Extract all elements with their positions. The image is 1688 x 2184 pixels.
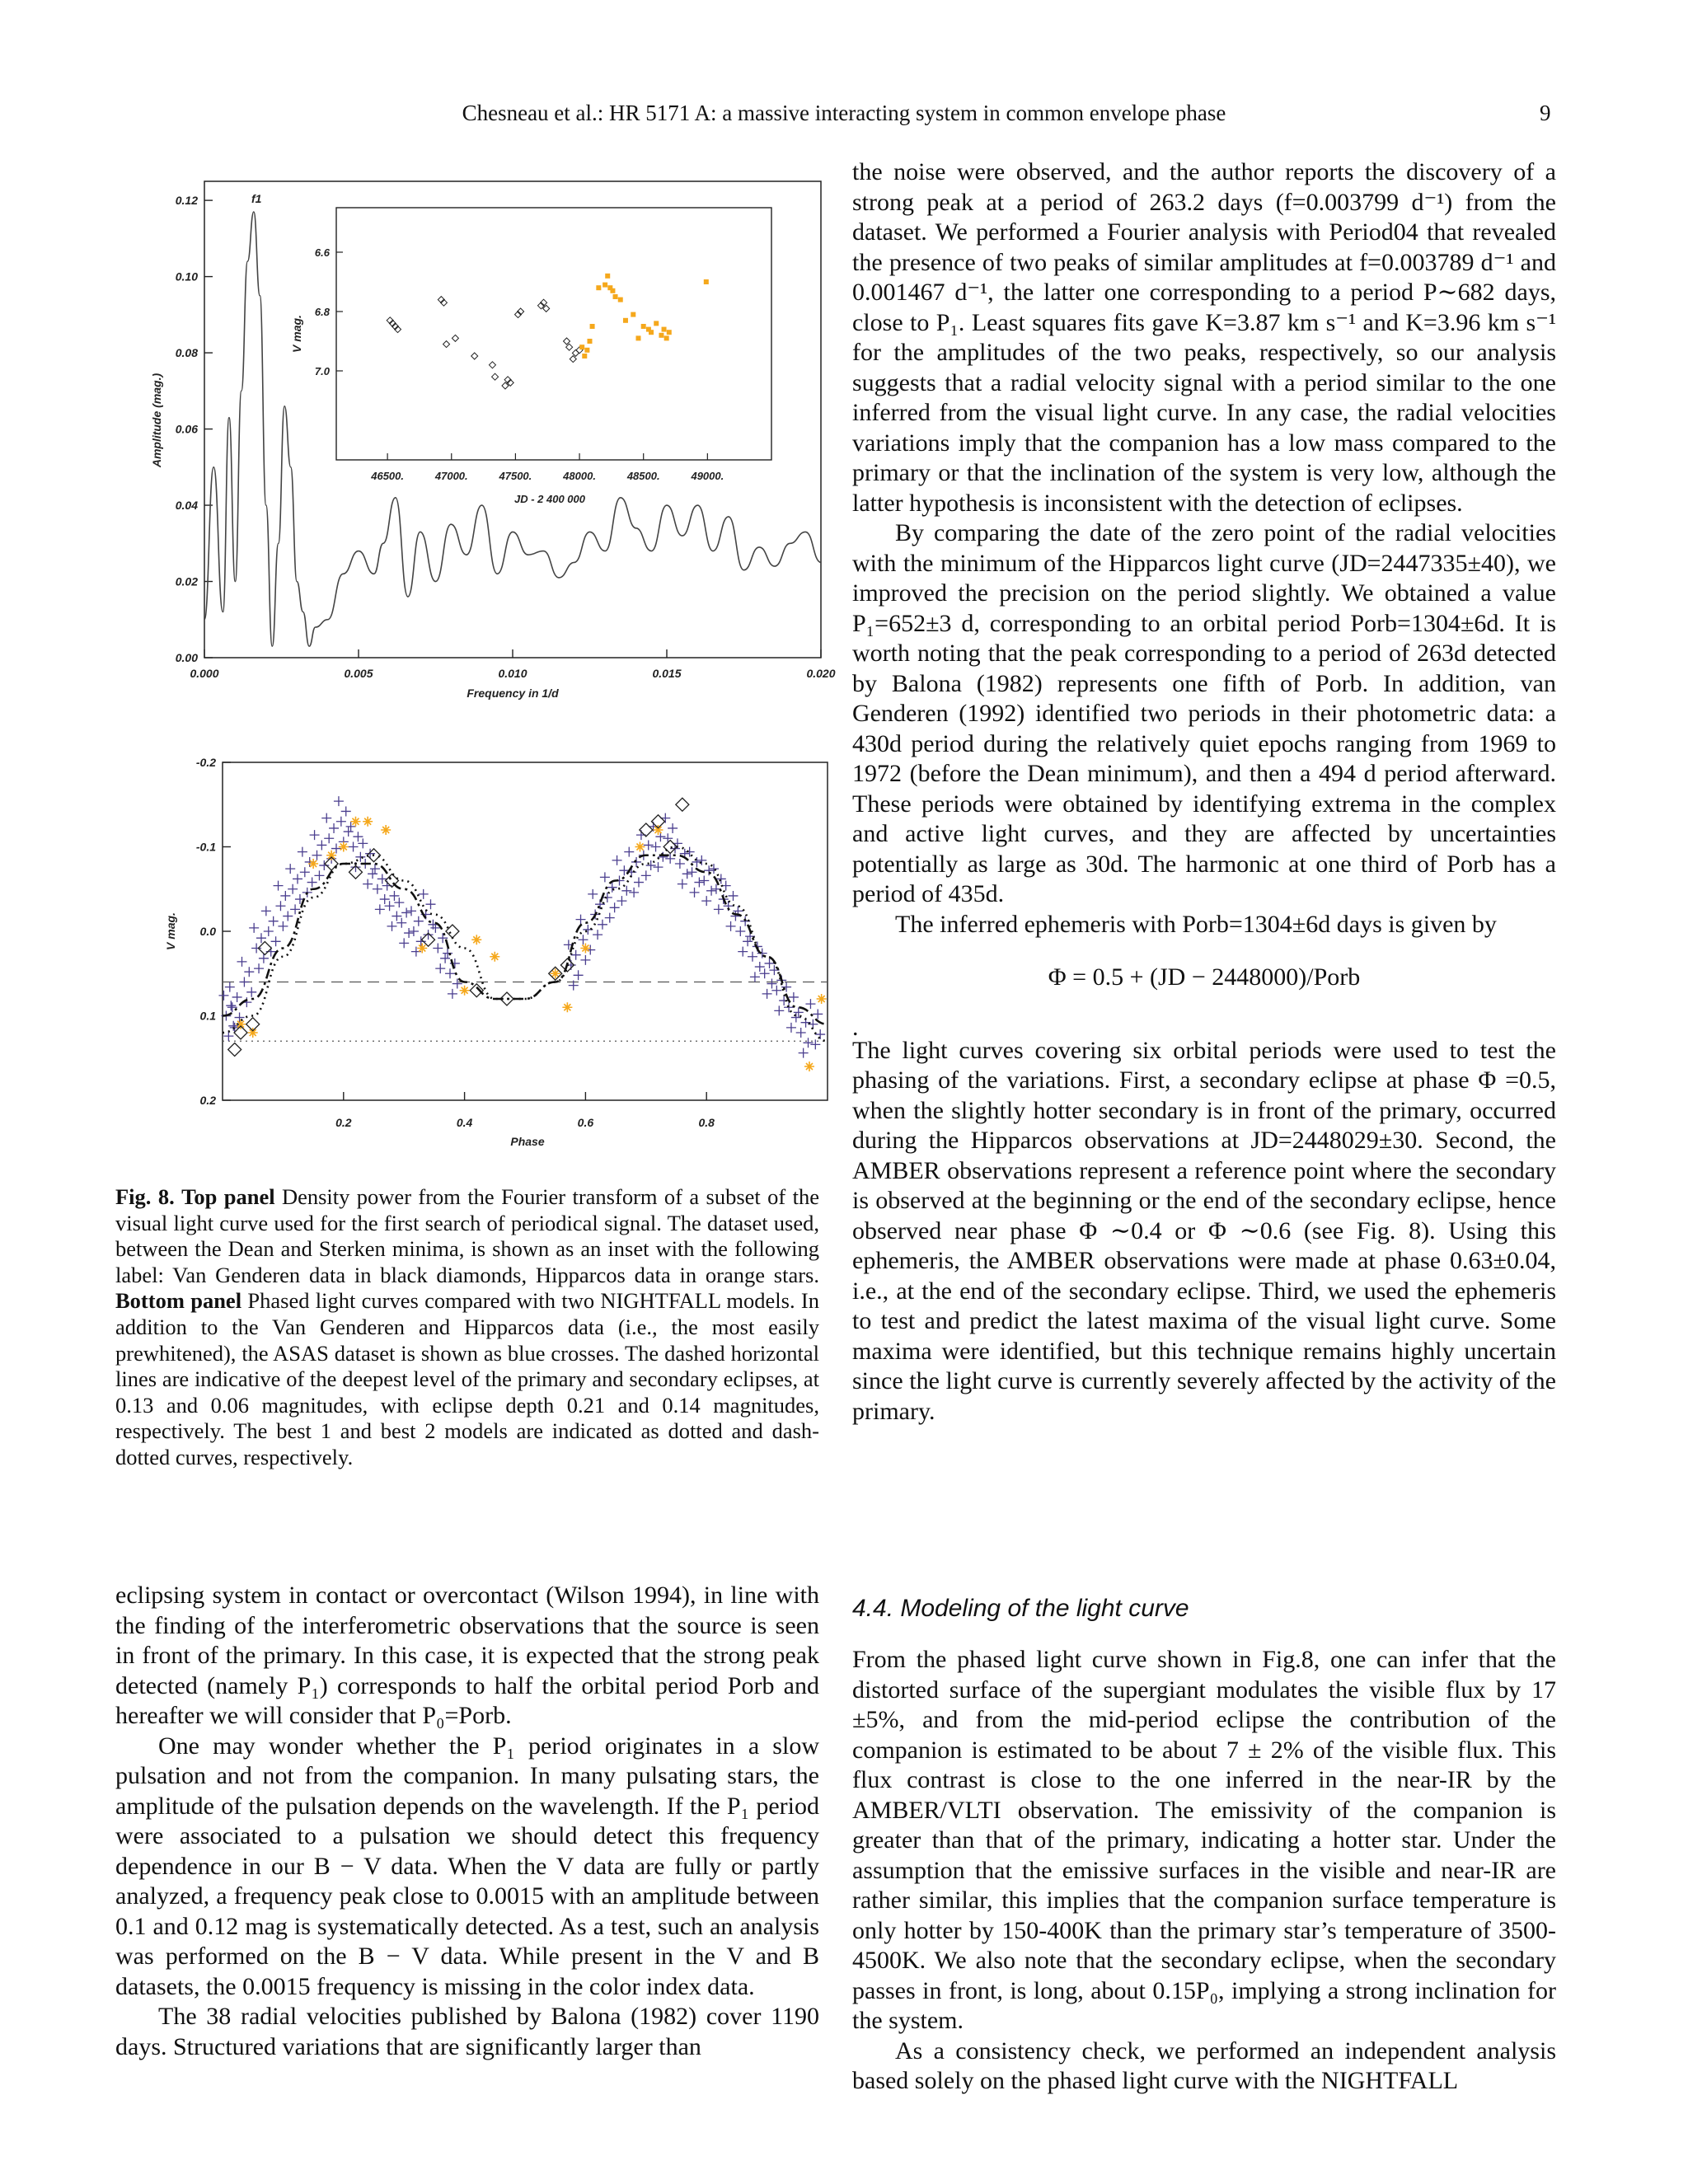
top-xtick-label: 0.020: [806, 667, 836, 680]
inset-star-point: [579, 344, 584, 349]
asas-cross-point: [805, 999, 815, 1009]
asas-cross-point: [576, 915, 586, 925]
section-heading: 4.4. Modeling of the light curve: [852, 1595, 1189, 1622]
bottom-xtick-label: 0.8: [698, 1116, 715, 1129]
asas-cross-point: [363, 879, 373, 889]
equation-dot: .: [852, 1013, 859, 1041]
asas-cross-point: [598, 920, 607, 930]
asas-cross-point: [789, 992, 799, 1002]
caption-top-label: Top panel: [181, 1184, 275, 1209]
asas-cross-point: [600, 872, 610, 882]
hipparcos-star-point: [471, 935, 481, 944]
top-xtick-label: 0.010: [498, 667, 528, 680]
inset-ytick-label: 6.8: [314, 306, 330, 318]
asas-cross-point: [730, 912, 740, 921]
asas-cross-point: [440, 954, 450, 963]
top-ytick-label: 0.10: [175, 269, 198, 284]
inset-star-point: [587, 339, 592, 344]
bottom-ylabel: V mag.: [164, 912, 177, 950]
asas-cross-point: [767, 979, 776, 989]
asas-cross-point: [699, 876, 709, 886]
asas-cross-point: [624, 847, 634, 857]
inset-star-point: [596, 285, 601, 290]
model-best1-dotted-curve: [223, 847, 828, 1042]
figure-caption: [115, 1184, 819, 1471]
asas-cross-point: [617, 896, 626, 906]
inset-star-point: [605, 274, 610, 279]
asas-cross-point: [414, 916, 424, 926]
inset-star-point: [584, 348, 589, 353]
hipparcos-star-point: [490, 952, 499, 962]
asas-cross-point: [334, 796, 344, 806]
asas-cross-point: [574, 970, 584, 980]
inset-xtick-label: 46500.: [371, 470, 405, 482]
inset-star-point: [659, 333, 663, 338]
top-ytick-label: 0.06: [175, 422, 198, 436]
asas-cross-point: [271, 936, 281, 946]
asas-cross-point: [249, 923, 259, 933]
top-xlabel: Frequency in 1/d: [467, 687, 559, 700]
inset-light-curve: [290, 208, 771, 505]
bottom-ytick-label: -0.2: [195, 756, 216, 769]
asas-cross-point: [443, 949, 452, 958]
asas-cross-point: [607, 883, 617, 893]
asas-cross-point: [300, 867, 310, 877]
asas-cross-point: [319, 860, 329, 870]
inset-star-point: [641, 324, 646, 329]
left-paragraph-1: eclipsing system in contact or overcontact (Wilson 1994), in line with the finding of the interferometric observations that the source is seen in front of the primary. In this case, it is expected that the strong peak detected (namely P₁) corresponds to half the orbital period Porb and hereafter we will consider that P₀=Porb.: [115, 1582, 819, 1729]
asas-cross-point: [377, 874, 387, 883]
asas-cross-point: [668, 823, 678, 833]
inset-star-point: [667, 330, 672, 335]
asas-cross-point: [280, 891, 290, 901]
asas-cross-point: [329, 823, 339, 833]
bottom-ytick-label: 0.0: [199, 925, 216, 938]
asas-cross-point: [298, 847, 307, 857]
caption-label: Fig. 8.: [115, 1184, 175, 1209]
asas-cross-point: [701, 896, 711, 906]
inset-star-point: [649, 330, 654, 335]
asas-cross-point: [786, 1023, 796, 1033]
asas-cross-point: [678, 879, 687, 889]
asas-cross-point: [760, 968, 770, 978]
hipparcos-star-point: [350, 817, 360, 827]
asas-cross-point: [804, 1038, 814, 1047]
asas-cross-point: [380, 894, 390, 904]
asas-cross-point: [237, 957, 246, 967]
top-ytick-label: 0.04: [175, 499, 198, 513]
asas-cross-point: [619, 865, 629, 875]
asas-cross-point: [389, 891, 399, 901]
inset-xtick-label: 49000.: [691, 470, 724, 482]
asas-cross-point: [235, 1013, 245, 1023]
model-best2-dashdot-curve: [223, 855, 828, 1024]
inset-star-point: [610, 288, 615, 293]
asas-cross-point: [419, 889, 429, 899]
asas-cross-point: [610, 902, 620, 912]
asas-cross-point: [750, 972, 760, 982]
asas-cross-point: [445, 968, 455, 978]
ephemeris-equation: Φ = 0.5 + (JD − 2448000)/Porb: [1048, 963, 1361, 991]
asas-cross-point: [331, 844, 341, 854]
bottom-ytick-label: -0.1: [195, 840, 216, 854]
inset-xtick-label: 47500.: [499, 470, 532, 482]
asas-cross-point: [634, 878, 644, 888]
asas-cross-point: [336, 817, 346, 827]
asas-cross-point: [368, 869, 377, 879]
asas-cross-point: [583, 925, 593, 935]
asas-cross-point: [278, 921, 288, 931]
asas-cross-point: [796, 1028, 806, 1038]
asas-cross-point: [571, 950, 581, 960]
hipparcos-star-point: [248, 1028, 258, 1038]
asas-cross-point: [385, 901, 395, 911]
asas-cross-point: [580, 955, 590, 965]
right-column: [852, 157, 1556, 1427]
asas-cross-point: [239, 977, 249, 987]
hipparcos-star-point: [339, 842, 349, 852]
asas-cross-point: [375, 904, 385, 914]
asas-cross-point: [353, 832, 363, 841]
hipparcos-star-point: [460, 986, 470, 996]
asas-cross-point: [743, 936, 753, 946]
hipparcos-star-point: [635, 842, 645, 852]
asas-cross-point: [762, 989, 772, 999]
inset-star-point: [664, 335, 669, 340]
left-paragraph-2: One may wonder whether the P₁ period originates in a slow pulsation and not from the companion. In many pulsating stars, the amplitude of the pulsation depends on the wavelength. If the P₁ period were associated to a pulsation we should detect this frequency dependence in our B − V data. When the V data are fully or partly analyzed, a frequency peak close to 0.0015 with an amplitude between 0.1 and 0.12 mag is systematically detected. As a test, such an analysis was performed on the B − V data. While present in the V and B datasets, the 0.0015 frequency is missing in the color index data.: [115, 1732, 819, 2000]
asas-cross-point: [307, 878, 317, 888]
left-column: [115, 1581, 819, 2062]
hipparcos-star-point: [817, 994, 827, 1004]
asas-cross-point: [813, 1009, 823, 1019]
asas-cross-point: [694, 878, 704, 888]
asas-cross-point: [404, 928, 414, 938]
hipparcos-star-point: [580, 944, 590, 954]
asas-cross-point: [578, 935, 588, 944]
inset-star-point: [590, 324, 595, 329]
bottom-xtick-label: 0.2: [335, 1116, 352, 1129]
asas-cross-point: [321, 813, 331, 823]
asas-cross-point: [641, 870, 651, 880]
inset-star-point: [603, 283, 607, 288]
caption-text-2: Phased light curves compared with two NIGHTFALL models. In addition to the Van Genderen and Hipparcos data (i.e., the most easily prewhitened), the ASAS dataset is shown as blue crosses. The dashed horizontal lines are indicative of the deepest level of the primary and secondary eclipses, at 0.13 and 0.06 magnitudes, with eclipse depth 0.21 and 0.14 magnitudes, respectively. The best 1 and best 2 models are indicated as dotted and dash-dotted curves, respectively.: [115, 1288, 819, 1469]
left-paragraph-3: The 38 radial velocities published by Balona (1982) cover 1190 days. Structured variations that are significantly larger than: [115, 2003, 819, 2060]
asas-cross-point: [344, 827, 354, 837]
asas-cross-point: [433, 944, 443, 954]
inset-star-point: [623, 318, 628, 323]
asas-cross-point: [424, 930, 434, 940]
asas-cross-point: [312, 851, 322, 860]
inset-star-point: [618, 298, 623, 302]
asas-cross-point: [726, 921, 736, 931]
inset-star-point: [654, 321, 659, 326]
asas-cross-point: [653, 862, 663, 872]
page-number: 9: [1540, 101, 1551, 125]
hipparcos-star-point: [804, 1062, 814, 1071]
peak-label-f1: f1: [251, 192, 262, 205]
inset-xtick-label: 48000.: [563, 470, 596, 482]
bottom-xtick-label: 0.4: [456, 1116, 473, 1129]
top-ytick-label: 0.08: [175, 346, 198, 360]
asas-cross-point: [251, 944, 261, 954]
asas-cross-point: [387, 921, 397, 931]
asas-cross-point: [358, 838, 368, 848]
asas-cross-point: [218, 991, 228, 1001]
asas-cross-point: [396, 918, 406, 928]
asas-cross-point: [690, 888, 700, 898]
asas-cross-point: [226, 1001, 236, 1010]
van-genderen-diamond-point: [228, 1043, 241, 1057]
asas-cross-point: [370, 864, 380, 874]
asas-cross-point: [401, 907, 411, 917]
top-xtick-label: 0.015: [652, 667, 682, 680]
inset-ytick-label: 7.0: [314, 365, 330, 377]
inset-star-point: [704, 279, 709, 284]
asas-cross-point: [274, 881, 284, 891]
asas-cross-point: [416, 936, 426, 946]
asas-cross-point: [605, 913, 615, 923]
top-ylabel: Amplitude (mag.): [150, 373, 163, 468]
inset-star-point: [635, 335, 640, 340]
asas-cross-point: [392, 912, 401, 921]
top-ytick-label: 0.00: [175, 651, 198, 664]
asas-cross-point: [244, 967, 254, 977]
top-xtick-label: 0.000: [190, 667, 219, 680]
asas-cross-point: [435, 963, 445, 973]
asas-cross-point: [593, 930, 603, 940]
asas-cross-point: [748, 952, 757, 962]
bottom-xtick-label: 0.6: [577, 1116, 594, 1129]
asas-cross-point: [714, 904, 724, 914]
right-paragraph-6: As a consistency check, we performed an independent analysis based solely on the phased light curve with the NIGHTFALL: [852, 2036, 1556, 2094]
asas-cross-point: [316, 840, 326, 850]
asas-cross-point: [399, 938, 409, 948]
asas-cross-point: [612, 855, 622, 865]
asas-cross-point: [259, 954, 269, 963]
right-paragraph-3: The inferred ephemeris with Porb=1304±6d days is given by: [895, 910, 1497, 938]
inset-star-point: [582, 354, 587, 359]
inset-star-point: [613, 294, 618, 299]
asas-cross-point: [365, 849, 375, 859]
asas-cross-point: [721, 881, 731, 891]
asas-cross-point: [771, 986, 781, 996]
right-paragraph-4: The light curves covering six orbital periods were used to test the phasing of the variations. First, a secondary eclipse at phase Φ =0.5, when the slightly hotter secondary is in front of the primary, occurred during the Hipparcos observations at JD=2448029±30. Second, the AMBER observations represent a reference point where the secondary is observed at the beginning or the end of the secondary eclipse, hence observed near phase Φ ∼0.4 or Φ ∼0.6 (see Fig. 8). Using this ephemeris, the AMBER observations were made at phase 0.63±0.04, i.e., at the end of the secondary eclipse. Third, we used the ephemeris to test and predict the latest maxima of the visual light curve. Some maxima were identified, but this technique remains highly uncertain since the light curve is currently severely affected by the activity of the primary.: [852, 1036, 1556, 1425]
van-genderen-diamond-point: [470, 984, 483, 997]
asas-cross-point: [409, 926, 419, 936]
inset-star-point: [662, 327, 667, 332]
inset-star-point: [631, 312, 635, 317]
asas-cross-point: [373, 884, 382, 894]
caption-text-1: Density power from the Fourier transform of a subset of the visual light curve used for the first search of periodical signal. The dataset used, between the Dean and Sterken minima, is shown as an inset with the following label: Van Genderen data in black diamonds, Hipparcos data in orange stars.: [115, 1184, 819, 1287]
asas-cross-point: [755, 962, 765, 972]
asas-cross-point: [728, 891, 738, 901]
asas-cross-point: [644, 840, 654, 850]
van-genderen-diamond-point: [446, 925, 459, 938]
top-xtick-label: 0.005: [344, 667, 373, 680]
asas-cross-point: [588, 889, 598, 899]
inset-xtick-label: 48500.: [626, 470, 660, 482]
caption-bottom-label: Bottom panel: [115, 1288, 242, 1314]
asas-cross-point: [687, 867, 697, 877]
inset-xtick-label: 47000.: [434, 470, 468, 482]
asas-cross-point: [283, 912, 293, 921]
figure-top-power-spectrum: [115, 165, 841, 713]
asas-cross-point: [314, 870, 324, 880]
bottom-ytick-label: 0.2: [199, 1094, 216, 1107]
asas-cross-point: [394, 898, 404, 907]
asas-cross-point: [706, 886, 716, 896]
inset-ylabel: V mag.: [290, 315, 303, 353]
asas-cross-point: [651, 842, 661, 852]
asas-cross-point: [341, 806, 351, 816]
bottom-xlabel: Phase: [510, 1135, 545, 1148]
hipparcos-star-point: [562, 1002, 572, 1012]
asas-cross-point: [269, 916, 279, 926]
inset-xlabel: JD - 2 400 000: [513, 493, 586, 505]
asas-cross-point: [425, 899, 435, 909]
asas-cross-point: [225, 982, 235, 992]
asas-cross-point: [324, 833, 334, 843]
asas-cross-point: [791, 1013, 801, 1023]
right-column-lower: [852, 1645, 1556, 2097]
van-genderen-diamond-point: [676, 798, 689, 811]
asas-cross-point: [738, 947, 748, 957]
asas-cross-point: [799, 1048, 809, 1058]
asas-cross-point: [629, 888, 639, 898]
right-paragraph-5: From the phased light curve shown in Fig.8, one can infer that the distorted surface of the supergiant modulates the visible flux by 17 ±5%, and from the mid-period eclipse the contribution of the companion is estimated to be about 7 ± 2% of the visible flux. This flux contrast is close to the one inferred in the near-IR by the AMBER/VLTI observation. The emissivity of the companion is greater than that of the primary, indicating a hotter star. Under the assumption that the emissive surfaces in the visible and near-IR are rather similar, this implies that the companion surface temperature is only hotter by 150-400K than the primary star’s temperature of 3500-4500K. We also note that the secondary eclipse, when the secondary passes in front, is long, about 0.15P₀, implying a strong inclination for the system.: [852, 1646, 1556, 2034]
hipparcos-star-point: [363, 817, 373, 827]
asas-cross-point: [275, 901, 285, 911]
asas-cross-point: [232, 992, 242, 1002]
top-ytick-label: 0.02: [175, 574, 198, 588]
asas-cross-point: [711, 884, 721, 894]
asas-cross-point: [254, 963, 264, 973]
figure-bottom-phased-light-curve: [115, 746, 841, 1158]
asas-cross-point: [704, 865, 714, 875]
top-ytick-label: 0.12: [175, 194, 198, 208]
asas-cross-point: [285, 864, 295, 874]
asas-cross-point: [621, 886, 631, 896]
asas-cross-point: [264, 926, 274, 936]
asas-cross-point: [246, 987, 256, 997]
asas-cross-point: [735, 926, 745, 936]
asas-cross-point: [288, 884, 298, 894]
asas-cross-point: [349, 842, 359, 852]
asas-cross-point: [448, 989, 457, 999]
asas-cross-point: [406, 906, 416, 916]
right-paragraph-2: By comparing the date of the zero point of the radial velocities with the minimum of the Hipparcos light curve (JD=2447335±40), we improved the precision on the period slightly. We obtained a value P₁=652±3 d, corresponding to an orbital period Porb=1304±6d. It is worth noting that the peak corresponding to a period of 263d detected by Balona (1982) represents one fifth of Porb. In addition, van Genderen (1992) identified two periods in their photometric data: a 430d period during the relatively quiet epochs ranging from 1969 to 1972 (before the Dean minimum), and then a 494 d period afterward. These periods were obtained by identifying extrema in the complex and active light curves, and they are affected by uncertainties potentially as large as 30d. The harmonic at one third of Porb has a period of 435d.: [852, 519, 1556, 907]
asas-cross-point: [675, 859, 685, 869]
hipparcos-star-point: [381, 825, 391, 835]
inset-ytick-label: 6.6: [314, 246, 330, 259]
asas-cross-point: [261, 906, 271, 916]
running-title: Chesneau et al.: HR 5171 A: a massive interacting system in common envelope phase: [462, 101, 1226, 125]
bottom-ytick-label: 0.1: [199, 1009, 216, 1023]
asas-cross-point: [685, 847, 695, 857]
right-paragraph-1: the noise were observed, and the author reports the discovery of a strong peak at a period of 263.2 days (f=0.003799 d⁻¹) from the dataset. We performed a Fourier analysis with Period04 that revealed the presence of two peaks of similar amplitudes at f=0.003789 d⁻¹ and 0.001467 d⁻¹, the latter one corresponding to a period P∼682 days, close to P₁. Least squares fits gave K=3.87 km s⁻¹ and K=3.96 km s⁻¹ for the amplitudes of the two peaks, respectively, so our analysis suggests that a radial velocity signal with a period similar to the one inferred from the visual light curve. In any case, the radial velocities variations imply that the companion has a low mass compared to the primary or that the inclination of the system is very low, although the latter hypothesis is inconsistent with the detection of eclipses.: [852, 158, 1556, 517]
asas-cross-point: [682, 869, 692, 879]
asas-cross-point: [774, 1005, 784, 1015]
running-header: [0, 101, 1688, 134]
asas-cross-point: [293, 874, 302, 883]
asas-cross-point: [310, 830, 320, 840]
